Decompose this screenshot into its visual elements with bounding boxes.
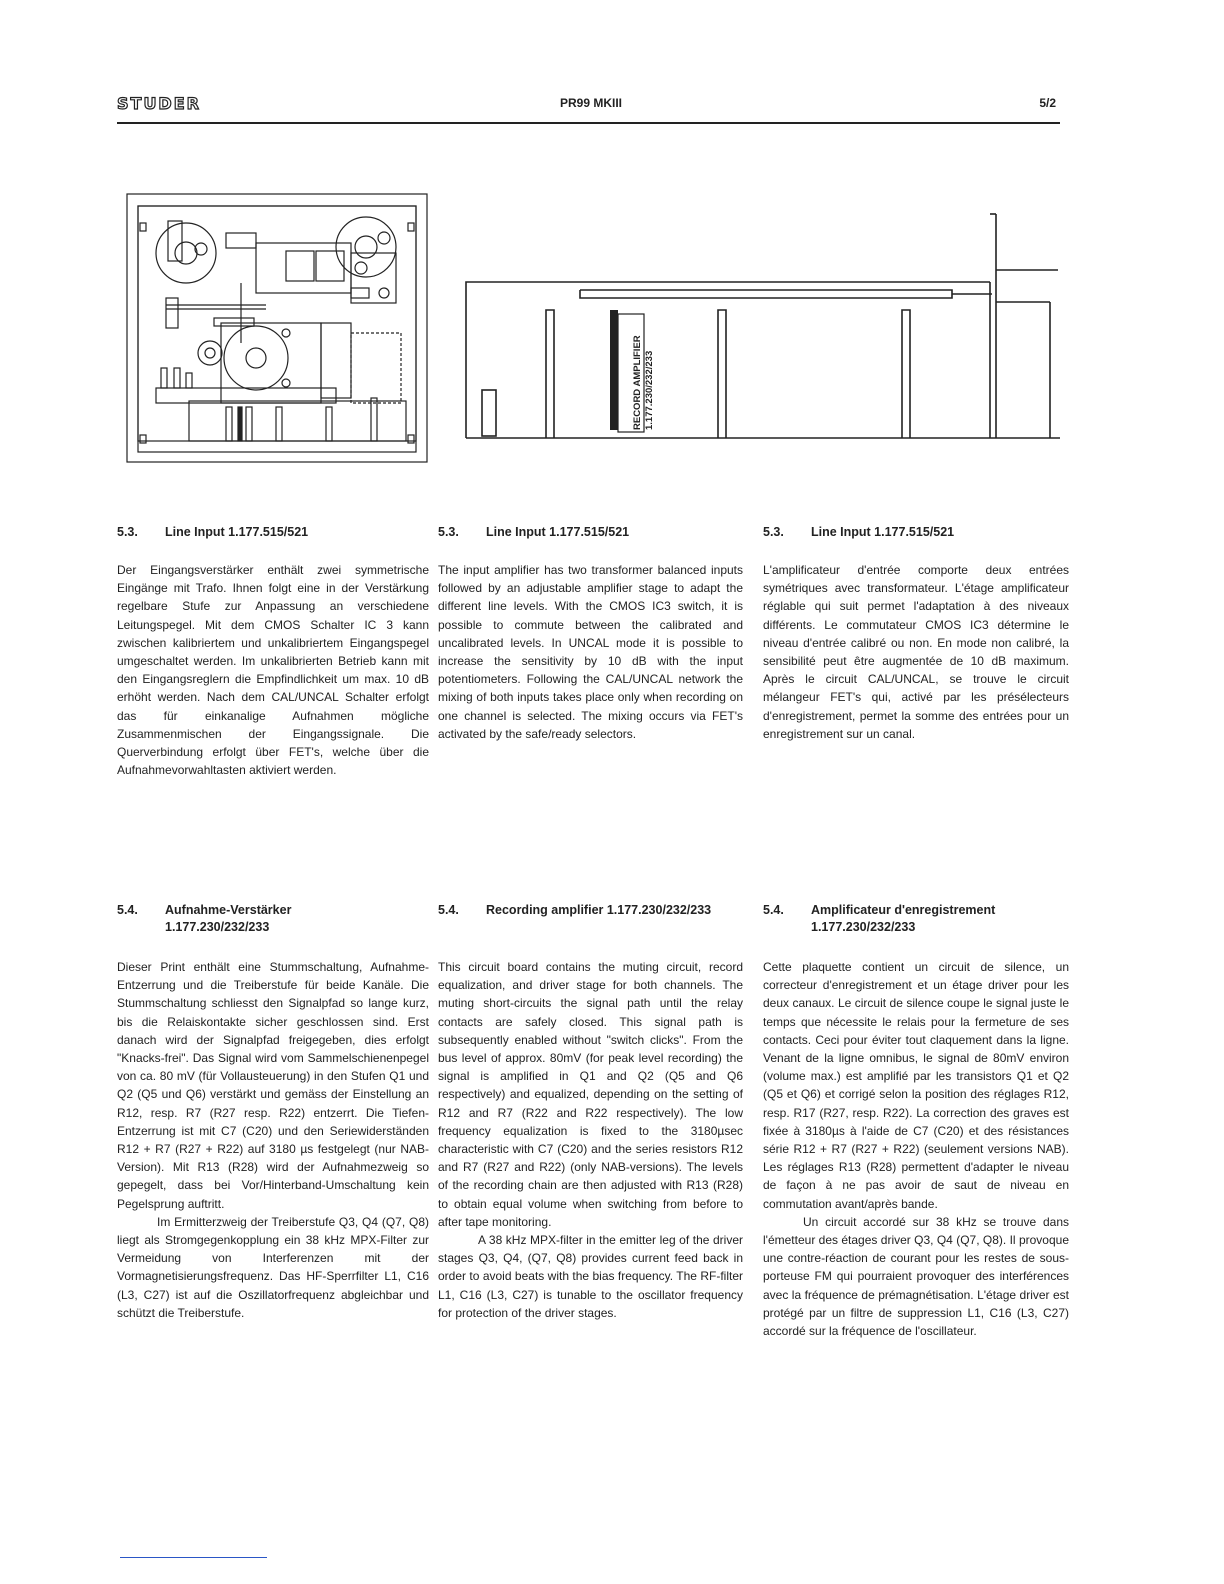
section-title: Line Input 1.177.515/521	[486, 525, 630, 539]
section-title-part-number: 1.177.230/232/233	[811, 920, 916, 934]
section-heading	[438, 902, 743, 919]
section-number: 5.3.	[117, 525, 138, 539]
section-body: L'amplificateur d'entrée comporte deux entrées symétriques avec transformateur. L'étage amplificateur réglable qui suit permet l'adaptation à des niveaux différents. Le commutateur CMOS IC3 détermine le niveau d'entrée calibré ou non. En mode non calibré, la sensibilité peut être augmentée de 10 dB maximum. Après le circuit CAL/UNCAL, se trouve le circuit mélangeur FET's qui, activé par les présélecteurs d'enregistrement, permet la somme des entrées pour un enregistrement sur un canal.	[763, 563, 1069, 741]
board-label-line2: 1.177.230/232/233	[644, 350, 655, 430]
section-title-part-number: 1.177.230/232/233	[165, 920, 270, 934]
section-body-continued: A 38 kHz MPX-filter in the emitter leg of the driver stages Q3, Q4, (Q7, Q8) provides current feed back in order to avoid beats with the bias frequency. The RF-filter L1, C16 (L3, C27) is tunable to the oscillator frequency for protection of the driver stages.	[438, 1233, 743, 1320]
document-title: PR99 MKIII	[560, 96, 623, 110]
section-body-continued: Im Ermitterzweig der Treiberstufe Q3, Q4 (Q7, Q8) liegt als Stromgegenkopplung ein 38 kHz MPX-Filter zur Vermeidung von Interferenzen mit der Vormagnetisierungsfrequenz. Das HF-Sperrfilter L1, C16 (L3, C27) ist auf die Oszillatorfrequenz abgleichbar und schützt die Treiberstufe.	[117, 1214, 429, 1320]
section-number: 5.4.	[117, 903, 138, 917]
section-heading	[117, 524, 429, 541]
footer-rule	[120, 1557, 267, 1558]
section-body: Dieser Print enthält eine Stummschaltung, Aufnahme-Entzerrung und die Treiberstufe für beide Kanäle. Die Stummschaltung schliesst den Signalpfad so lange kurz, bis die Relaiskontakte sicher geschlossen sind. Erst danach wird der Signalpfad freigegeben, dies erfolgt "Knacks-frei". Das Signal wird vom Sammelschienenpegel von ca. 80 mV (für Vollausteuerung) in den Stufen Q1 und Q2 (Q5 und Q6) verstärkt und gemäss der Einstellung an R12, resp. R7 (R27 resp. R22) entzerrt. Die Tiefen-Entzerrung ist mit C7 (C20) und den Seriewiderständen R12 + R7 (R27 + R22) auf 3180 µs festgelegt (nur NAB-Version). Mit R13 (R28) wird der Aufnahmezweig so gepegelt, dass bei Vor/Hinterband-Umschaltung kein Pegelsprung auftritt.	[117, 960, 429, 1211]
section-body-continued: Un circuit accordé sur 38 kHz se trouve dans l'émetteur des étages driver Q3, Q4 (Q7, Q8). Il provoque une contre-réaction de courant pour les restes de sous-porteuse FM qui pourraient provoquer des interférences avec la fréquence de prémagnétisation. L'étage driver est protégé par un filtre de suppression L1, C16 (L3, C27) accordé sur la fréquence de l'oscillateur.	[763, 1214, 1069, 1339]
section-title: Aufnahme-Verstärker	[165, 903, 292, 917]
section-number: 5.3.	[438, 525, 459, 539]
section-heading	[763, 524, 1069, 541]
page-number: 5/2	[1039, 96, 1056, 110]
line-input-section-en	[438, 524, 743, 743]
rec-amp-section-en	[438, 902, 743, 1322]
line-input-section-fr	[763, 524, 1069, 743]
section-number: 5.3.	[763, 525, 784, 539]
section-body: Der Eingangsverstärker enthält zwei symmetrische Eingänge mit Trafo. Ihnen folgt eine in der Verstärkung regelbare Stufe zur Anpassung an verschiedene Leitungspegel. Mit dem CMOS Schalter IC 3 kann zwischen kalibriertem und unkalibriertem Eingangspegel umgeschaltet werden. Im unkalibrierten Betrieb kann mit den Eingangsreglern die Empfindlichkeit um max. 10 dB erhöht werden. Nach dem CAL/UNCAL Schalter erfolgt das für einkanalige Aufnahmen mögliche Zusammenmischen der Eingangssignale. Die Querverbindung erfolgt über FET's, welche über die Aufnahmevorwahltasten aktiviert werden.	[117, 563, 429, 778]
section-title: Recording amplifier 1.177.230/232/233	[486, 903, 712, 917]
section-heading	[438, 524, 743, 541]
board-rack-figure	[462, 210, 1060, 440]
section-number: 5.4.	[438, 903, 459, 917]
section-number: 5.4.	[763, 903, 784, 917]
section-heading	[117, 902, 429, 936]
machine-layout-figure	[126, 193, 428, 463]
section-heading	[763, 902, 1069, 936]
page-header	[117, 94, 1060, 124]
section-title: Line Input 1.177.515/521	[165, 525, 309, 539]
line-input-section-de	[117, 524, 429, 779]
section-body: Cette plaquette contient un circuit de silence, un correcteur d'enregistrement et un étage driver pour les deux canaux. Le circuit de silence coupe le signal juste le temps que nécessite le relais pour la fermeture de ses contacts. Ceci pour éviter tout claquement dans la ligne. Venant de la ligne omnibus, le signal de 80mV environ (volume max.) est amplifié par les transistors Q1 et Q2 (Q5 et Q6) et corrigé selon la position des réglages R12, resp. R17 (R27, resp. R22). La correction des graves est fixée à 3180µs à l'aide de C7 (C20) et des résistances série R12 + R7 (R27 + R22) (seulement versions NAB). Les réglages R13 (R28) permettent d'adapter le niveau de façon à ne pas avoir de saut de niveau en commutation avant/après bande.	[763, 960, 1069, 1211]
section-body: The input amplifier has two transformer balanced inputs followed by an adjustable amplifier stage to adapt the different line levels. With the CMOS IC3 switch, it is possible to commute between the calibrated and uncalibrated levels. In UNCAL mode it is possible to increase the sensitivity by 10 dB with the input potentiometers. Following the CAL/UNCAL network the mixing of both inputs takes place only when recording on one channel is selected. The mixing occurs via FET's activated by the safe/ready selectors.	[438, 563, 743, 741]
section-body: This circuit board contains the muting circuit, record equalization, and driver stage for both channels. The muting short-circuits the signal path until the relay contacts are safely closed. This signal path is subsequently enabled without "switch clicks". From the bus level of approx. 80mV (for peak level recording) the signal is amplified in Q1 and Q2 (Q5 and Q6 respectively) and equalized, depending on the setting of R12 and R7 (R22 and R22 respectively). The low frequency equalization is fixed to the 3180µsec characteristic with C7 (C20) and the series resistors R12 and R7 (R27 and R22) (only NAB-versions). The levels of the recording chain are then adjusted with R13 (R28) to obtain equal volume when switching from before to after tape monitoring.	[438, 960, 743, 1229]
section-title: Amplificateur d'enregistrement	[811, 903, 996, 917]
rec-amp-section-de	[117, 902, 429, 1322]
section-title: Line Input 1.177.515/521	[811, 525, 955, 539]
studer-logo: STUDER	[117, 94, 201, 113]
rec-amp-section-fr	[763, 902, 1069, 1340]
board-label-line1: RECORD AMPLIFIER	[632, 335, 643, 430]
